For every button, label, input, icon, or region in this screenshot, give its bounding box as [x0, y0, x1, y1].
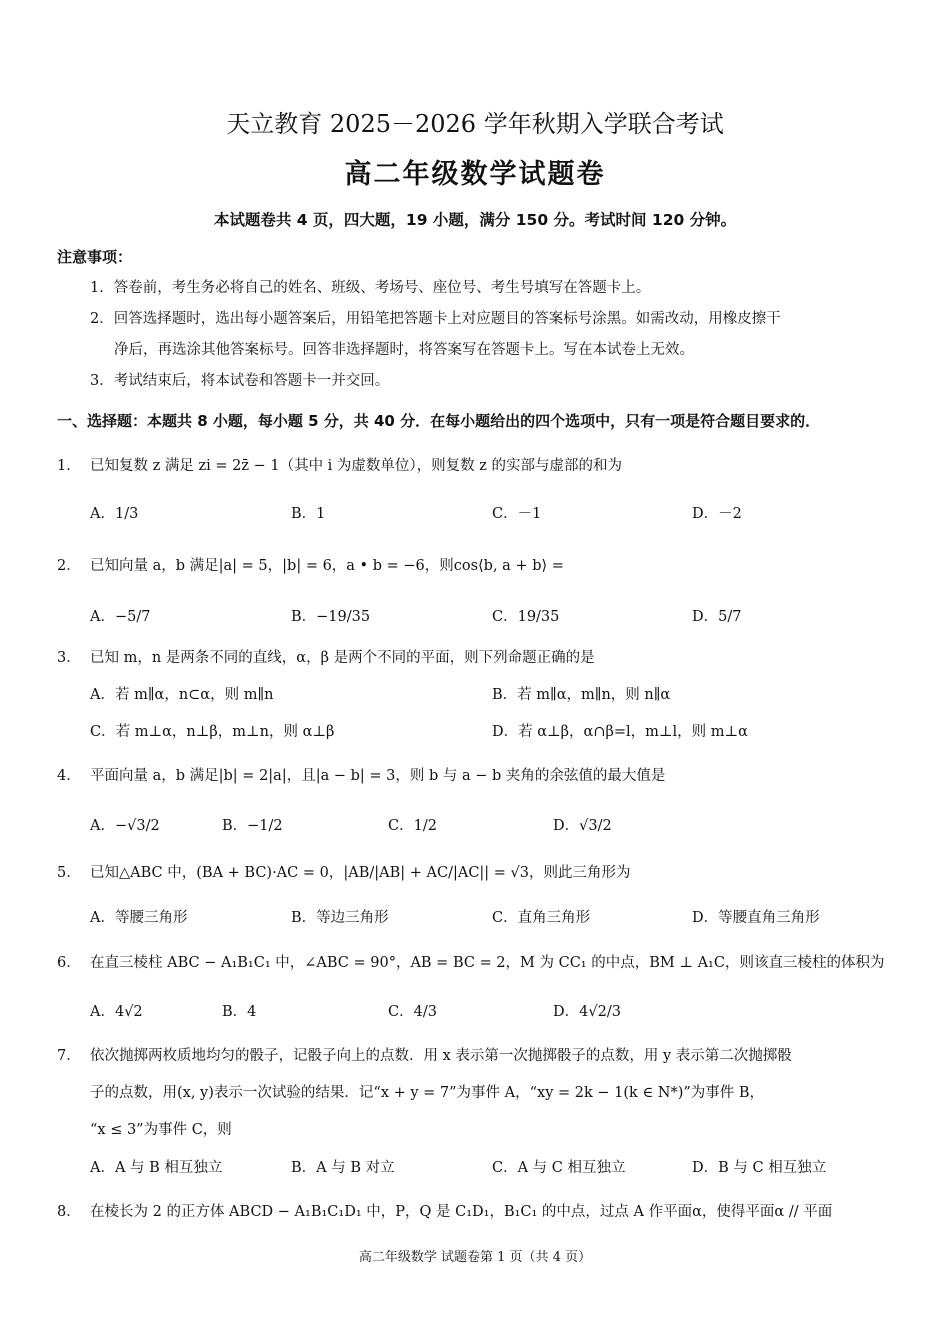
question-stem: 已知 m，n 是两条不同的直线，α，β 是两个不同的平面，则下列命题正确的是	[90, 650, 595, 666]
option: B．1	[291, 506, 326, 522]
question-number: 2．	[57, 558, 81, 574]
option: B．−1/2	[222, 818, 283, 834]
option: A．若 m∥α，n⊂α，则 m∥n	[90, 687, 274, 703]
question-stem: 已知向量 a，b 满足|a| = 5，|b| = 6，a • b = −6，则cos⟨b, a + b⟩ =	[90, 558, 564, 574]
option: B．A 与 B 对立	[291, 1160, 395, 1176]
notice-item: 1．答卷前，考生务必将自己的姓名、班级、考场号、座位号、考生号填写在答题卡上。	[90, 280, 651, 296]
option: A．−√3/2	[90, 818, 160, 834]
option: D．B 与 C 相互独立	[692, 1160, 827, 1176]
option: B．4	[222, 1004, 257, 1020]
option: D．等腰直角三角形	[692, 910, 820, 926]
page-footer: 高二年级数学 试题卷第 1 页（共 4 页）	[358, 1250, 592, 1265]
notice-item: 3．考试结束后，将本试卷和答题卡一并交回。	[90, 373, 390, 389]
exam-subtitle: 高二年级数学试题卷	[344, 159, 606, 190]
option: C．直角三角形	[492, 910, 591, 926]
option: D．－2	[692, 506, 742, 522]
exam-title: 天立教育 2025－2026 学年秋期入学联合考试	[226, 110, 724, 138]
question-number: 8．	[57, 1204, 81, 1220]
notice-heading: 注意事项：	[57, 248, 133, 266]
exam-info: 本试题卷共 4 页，四大题，19 小题，满分 150 分。考试时间 120 分钟。	[213, 211, 737, 229]
notice-item: 净后，再选涂其他答案标号。回答非选择题时，将答案写在答题卡上。写在本试卷上无效。	[114, 342, 694, 358]
option: C．－1	[492, 506, 542, 522]
option: A．A 与 B 相互独立	[90, 1160, 223, 1176]
question-number: 5．	[57, 865, 81, 881]
option: C．A 与 C 相互独立	[492, 1160, 626, 1176]
section-heading: 一、选择题：本题共 8 小题，每小题 5 分，共 40 分．在每小题给出的四个选项中，只有一项是符合题目要求的．	[57, 412, 821, 430]
option: C．4/3	[388, 1004, 437, 1020]
option: D．4√2/3	[553, 1004, 621, 1020]
question-stem-line: “x ≤ 3”为事件 C，则	[90, 1122, 232, 1138]
option: C．1/2	[388, 818, 437, 834]
option: B．−19/35	[291, 609, 371, 625]
question-stem-line: 子的点数，用(x, y)表示一次试验的结果．记“x + y = 7”为事件 A，“xy = 2k − 1(k ∈ N*)”为事件 B，	[90, 1085, 765, 1101]
question-stem: 在棱长为 2 的正方体 ABCD − A₁B₁C₁D₁ 中，P，Q 是 C₁D₁，B₁C₁ 的中点，过点 A 作平面α，使得平面α // 平面	[90, 1204, 833, 1220]
question-number: 7．	[57, 1048, 81, 1064]
question-number: 1．	[57, 458, 81, 474]
option: A．1/3	[90, 506, 139, 522]
option: A．4√2	[90, 1004, 143, 1020]
option: A．等腰三角形	[90, 910, 188, 926]
question-stem: 已知复数 z 满足 zi = 2z̄ − 1（其中 i 为虚数单位），则复数 z 的实部与虚部的和为	[90, 458, 623, 474]
option: C．若 m⊥α，n⊥β，m⊥n，则 α⊥β	[90, 724, 335, 740]
question-stem: 平面向量 a，b 满足|b| = 2|a|，且|a − b| = 3，则 b 与 a − b 夹角的余弦值的最大值是	[90, 768, 666, 784]
question-stem: 已知△ABC 中，(BA + BC)·AC = 0，|AB/|AB| + AC/|AC|| = √3，则此三角形为	[90, 865, 631, 881]
option: D．√3/2	[553, 818, 612, 834]
question-number: 3．	[57, 650, 81, 666]
question-stem: 在直三棱柱 ABC − A₁B₁C₁ 中，∠ABC = 90°，AB = BC = 2，M 为 CC₁ 的中点，BM ⊥ A₁C，则该直三棱柱的体积为	[90, 955, 885, 971]
option: B．若 m∥α，m∥n，则 n∥α	[492, 687, 671, 703]
option: A．−5/7	[90, 609, 151, 625]
option: D．5/7	[692, 609, 742, 625]
option: D．若 α⊥β，α∩β=l，m⊥l，则 m⊥α	[492, 724, 748, 740]
question-number: 4．	[57, 768, 81, 784]
option: C．19/35	[492, 609, 560, 625]
question-stem-line: 依次抛掷两枚质地均匀的骰子，记骰子向上的点数．用 x 表示第一次抛掷骰子的点数，用 y 表示第二次抛掷骰	[90, 1048, 792, 1064]
option: B．等边三角形	[291, 910, 389, 926]
notice-item: 2．回答选择题时，选出每小题答案后，用铅笔把答题卡上对应题目的答案标号涂黑。如需改动，用橡皮擦干	[90, 311, 781, 327]
question-number: 6．	[57, 955, 81, 971]
